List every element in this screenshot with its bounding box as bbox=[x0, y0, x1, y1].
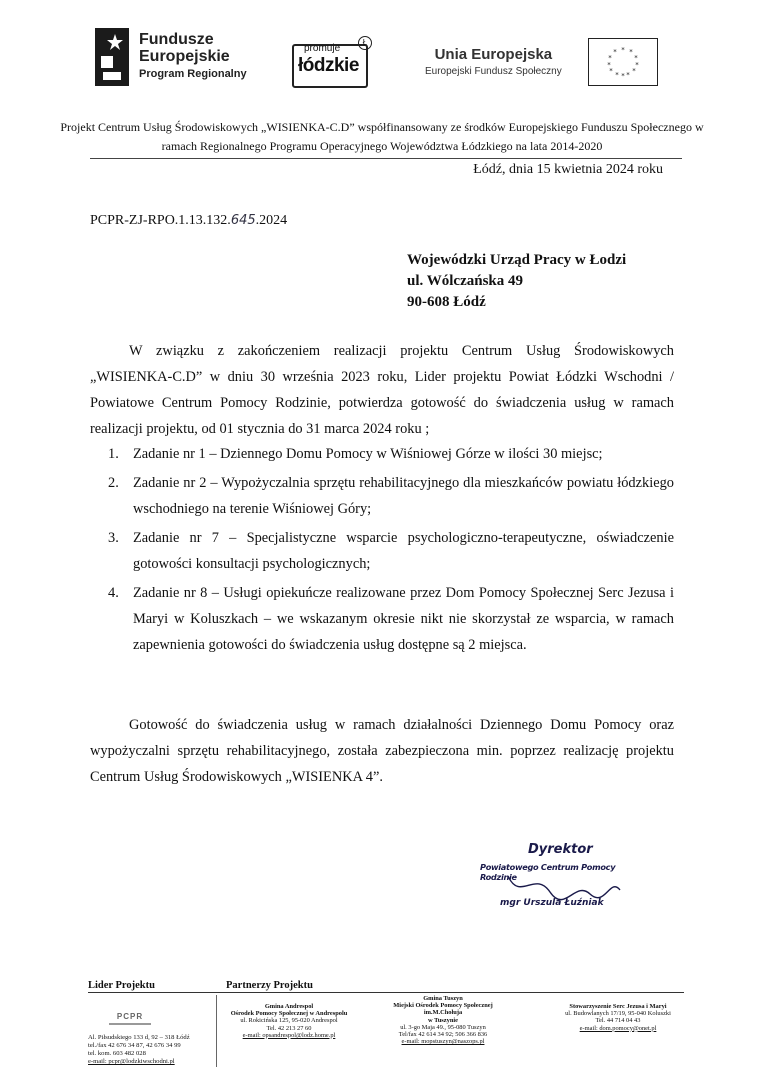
svg-text:*: * bbox=[629, 48, 633, 56]
svg-text:*: * bbox=[626, 71, 630, 79]
fe-line2: Europejskie bbox=[139, 47, 230, 65]
footer-separator bbox=[216, 995, 217, 1067]
recipient-address bbox=[407, 250, 626, 313]
stamp-title: Dyrektor bbox=[528, 842, 593, 857]
svg-text:*: * bbox=[607, 61, 611, 69]
director-signature-stamp bbox=[480, 842, 630, 914]
fe-line3: Program Regionalny bbox=[139, 67, 247, 80]
fundusze-europejskie-logo bbox=[95, 28, 275, 88]
date-line: Łódź, dnia 15 kwietnia 2024 roku bbox=[473, 162, 663, 177]
svg-text:*: * bbox=[621, 46, 625, 54]
body-paragraph-2: Gotowość do świadczenia usług w ramach działalności Dziennego Domu Pomocy oraz wypożyczalni sprzętu rehabilitacyjnego, została zabezpieczona min. poprzez realizację projektu Centrum Usług Środowiskowych „WISIENKA 4”. bbox=[90, 717, 674, 785]
ue-logo-text bbox=[425, 46, 562, 77]
svg-text:*: * bbox=[632, 67, 636, 75]
stamp-org: Powiatowego Centrum Pomocy Rodzinie bbox=[480, 862, 616, 882]
ref-handwritten: 645 bbox=[230, 213, 256, 228]
eu-flag-icon bbox=[588, 38, 658, 86]
svg-text:*: * bbox=[635, 61, 639, 69]
partner3-email-link[interactable]: e-mail: dom.pomocy@onet.pl bbox=[579, 1024, 657, 1032]
svg-text:*: * bbox=[608, 54, 612, 62]
partner-tuszyn: Gmina Tuszyn Miejski Ośrodek Pomocy Społecznej im.M.Chołuja w Tuszynie ul. 3-go Maja 49., 95-080 Tuszyn Tel/fax 42 614 34 92; 506 366 836 e-mail: mopstuszyn@naszops.pl bbox=[380, 995, 506, 1045]
lider-addr-line: tel./fax 42 676 34 87, 42 676 34 99 bbox=[88, 1042, 181, 1049]
lodz-logo-top: promuje bbox=[304, 43, 341, 54]
task-list bbox=[90, 441, 674, 661]
list-item: 2. Zadanie nr 2 – Wypożyczalnia sprzętu rehabilitacyjnego dla mieszkańców powiatu łódzkiego wschodniego na terenie Wiśniowej Góry; bbox=[108, 475, 674, 517]
list-item: 3. Zadanie nr 7 – Specjalistyczne wsparcie psychologiczno-terapeutyczne, oświadczenie gotowości konsultacji psychologicznych; bbox=[108, 530, 674, 572]
ref-prefix: PCPR-ZJ-RPO.1.13.132. bbox=[90, 213, 231, 228]
footer-partners-label: Partnerzy Projektu bbox=[226, 980, 313, 991]
lider-addr-line: tel. kom. 603 482 028 bbox=[88, 1050, 146, 1057]
pcpr-logo bbox=[105, 1012, 155, 1028]
recipient-line2: ul. Wólczańska 49 bbox=[407, 273, 523, 289]
ref-suffix: .2024 bbox=[255, 213, 288, 228]
fe-line1: Fundusze bbox=[139, 31, 214, 48]
lodz-logo-mark: Ł bbox=[358, 36, 372, 50]
promuje-lodzkie-logo bbox=[292, 40, 372, 86]
recipient-line3: 90-608 Łódź bbox=[407, 294, 486, 310]
ue-line1: Unia Europejska bbox=[434, 46, 553, 63]
pcpr-logo-text: PCPR bbox=[116, 1012, 144, 1021]
partner2-email-link[interactable]: e-mail: mopstuszyn@naszops.pl bbox=[401, 1038, 485, 1046]
partner1-email-link[interactable]: e-mail: opsandrespol@lodz.home.pl bbox=[242, 1031, 336, 1039]
recipient-line1: Wojewódzki Urząd Pracy w Łodzi bbox=[407, 252, 627, 268]
partner-stowarzyszenie: Stowarzyszenie Serc Jezusa i Maryi ul. Budowlanych 17/19, 95-040 Koluszki Tel. 44 714 04 43 e-mail: dom.pomocy@onet.pl bbox=[552, 1003, 684, 1032]
header-divider bbox=[90, 158, 682, 159]
lider-email-link[interactable]: e-mail: pcpr@lodzkiwschodni.pl bbox=[88, 1058, 175, 1065]
footer-lider-label: Lider Projektu bbox=[88, 980, 155, 991]
ue-line2: Europejski Fundusz Społeczny bbox=[425, 66, 562, 77]
project-header-note: Projekt Centrum Usług Środowiskowych „WISIENKA-C.D” współfinansowany ze środków Europejskiego Funduszu Społecznego w ramach Regionalnego Programu Operacyjnego Województwa Łódzkiego na lata 2014-2020 bbox=[60, 120, 704, 153]
footer-divider bbox=[88, 992, 684, 993]
list-item: 4. Zadanie nr 8 – Usługi opiekuńcze realizowane przez Dom Pomocy Społecznej Serc Jezusa i Maryi w Koluszkach – we wskazanym okresie nikt nie skorzystał ze wsparcia, w ramach zapewnienia gotowości do świadczenia usług dostępne są 2 miejsca. bbox=[108, 585, 674, 653]
stamp-name: mgr Urszula Łuźniak bbox=[500, 898, 604, 908]
list-item: 1. Zadanie nr 1 – Dziennego Domu Pomocy w Wiśniowej Górze w ilości 30 miejsc; bbox=[108, 446, 603, 462]
reference-number bbox=[90, 213, 287, 229]
svg-text:*: * bbox=[621, 72, 625, 80]
svg-text:*: * bbox=[609, 67, 613, 75]
lider-addr-line: Al. Piłsudskiego 133 d, 92 – 318 Łódź bbox=[88, 1034, 190, 1041]
lider-address bbox=[88, 1034, 213, 1066]
fe-star-mark-icon bbox=[95, 28, 129, 86]
body-paragraph-1: W związku z zakończeniem realizacji projektu Centrum Usług Środowiskowych „WISIENKA-C.D” w dniu 30 września 2023 roku, Lider projektu Powiat Łódzki Wschodni / Powiatowe Centrum Pomocy Rodzinie, potwierdza gotowość do świadczenia usług w ramach realizacji projektu, od 01 stycznia do 31 marca 2024 roku ; bbox=[90, 343, 674, 437]
partner-andrespol: Gmina Andrespol Ośrodek Pomocy Społecznej w Andrespolu ul. Rokicińska 125, 95-020 Andrespol Tel. 42 213 27 60 e-mail: opsandrespol@lodz.home.pl bbox=[226, 1003, 352, 1039]
svg-text:*: * bbox=[634, 54, 638, 62]
lodz-logo-main: łódzkie bbox=[298, 55, 359, 76]
svg-text:*: * bbox=[615, 71, 619, 79]
svg-text:*: * bbox=[613, 48, 617, 56]
